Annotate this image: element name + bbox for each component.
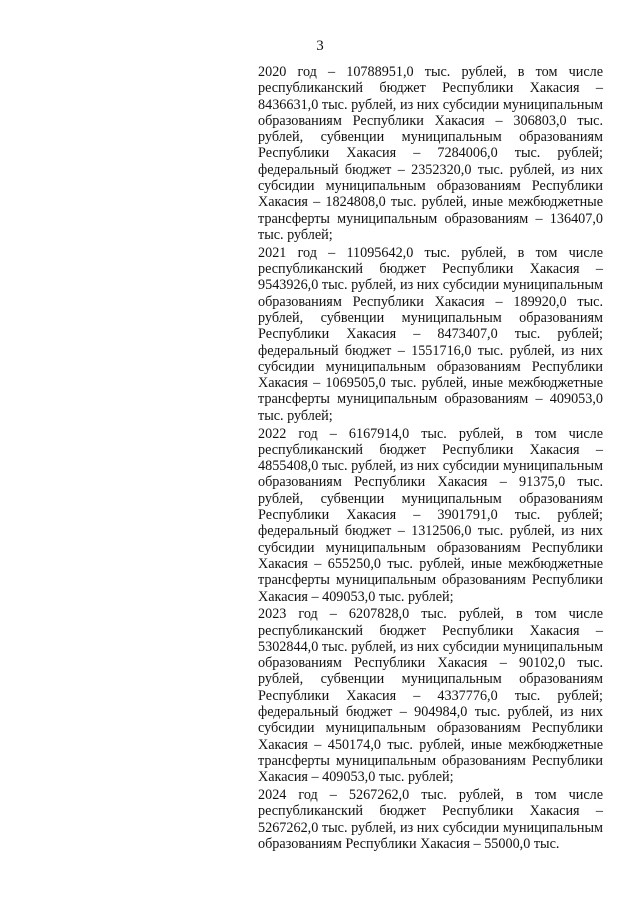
funding-paragraph-2023: 2023 год – 6207828,0 тыс. рублей, в том числе республиканский бюджет Республики Хакасия – 5302844,0 тыс. рублей, из них субсидии муниципальным образованиям Республики Хакасия – 90102,0 тыс. рублей, субвенции муниципальным образованиям Республики Хакасия – 4337776,0 тыс. рублей; федеральный бюджет – 904984,0 тыс. рублей, из них субсидии муниципальным образованиям Республики Хакасия – 450174,0 тыс. рублей, иные межбюджетные трансферты муниципальным образованиям Республики Хакасия – 409053,0 тыс. рублей; — [258, 606, 603, 786]
funding-paragraph-2021: 2021 год – 11095642,0 тыс. рублей, в том числе республиканский бюджет Республики Хакасия – 9543926,0 тыс. рублей, из них субсидии муниципальным образованиям Республики Хакасия – 189920,0 тыс. рублей, субвенции муниципальным образованиям Республики Хакасия – 8473407,0 тыс. рублей; федеральный бюджет – 1551716,0 тыс. рублей, из них субсидии муниципальным образованиям Республики Хакасия – 1069505,0 тыс. рублей, иные межбюджетные трансферты муниципальным образованиям – 409053,0 тыс. рублей; — [258, 244, 603, 424]
document-body — [258, 64, 603, 854]
funding-paragraph-2022: 2022 год – 6167914,0 тыс. рублей, в том числе республиканский бюджет Республики Хакасия – 4855408,0 тыс. рублей, из них субсидии муниципальным образованиям Республики Хакасия – 91375,0 тыс. рублей, субвенции муниципальным образованиям Республики Хакасия – 3901791,0 тыс. рублей; федеральный бюджет – 1312506,0 тыс. рублей, из них субсидии муниципальным образованиям Республики Хакасия – 655250,0 тыс. рублей, иные межбюджетные трансферты муниципальным образованиям Республики Хакасия – 409053,0 тыс. рублей; — [258, 425, 603, 605]
funding-paragraph-2020: 2020 год – 10788951,0 тыс. рублей, в том числе республиканский бюджет Республики Хакасия – 8436631,0 тыс. рублей, из них субсидии муниципальным образованиям Республики Хакасия – 306803,0 тыс. рублей, субвенции муниципальным образованиям Республики Хакасия – 7284006,0 тыс. рублей; федеральный бюджет – 2352320,0 тыс. рублей, из них субсидии муниципальным образованиям Республики Хакасия – 1824808,0 тыс. рублей, иные межбюджетные трансферты муниципальным образованиям – 136407,0 тыс. рублей; — [258, 64, 603, 243]
funding-paragraph-2024: 2024 год – 5267262,0 тыс. рублей, в том числе республиканский бюджет Республики Хакасия – 5267262,0 тыс. рублей, из них субсидии муниципальным образованиям Республики Хакасия – 55000,0 тыс. — [258, 787, 603, 852]
page-number: 3 — [316, 38, 324, 54]
